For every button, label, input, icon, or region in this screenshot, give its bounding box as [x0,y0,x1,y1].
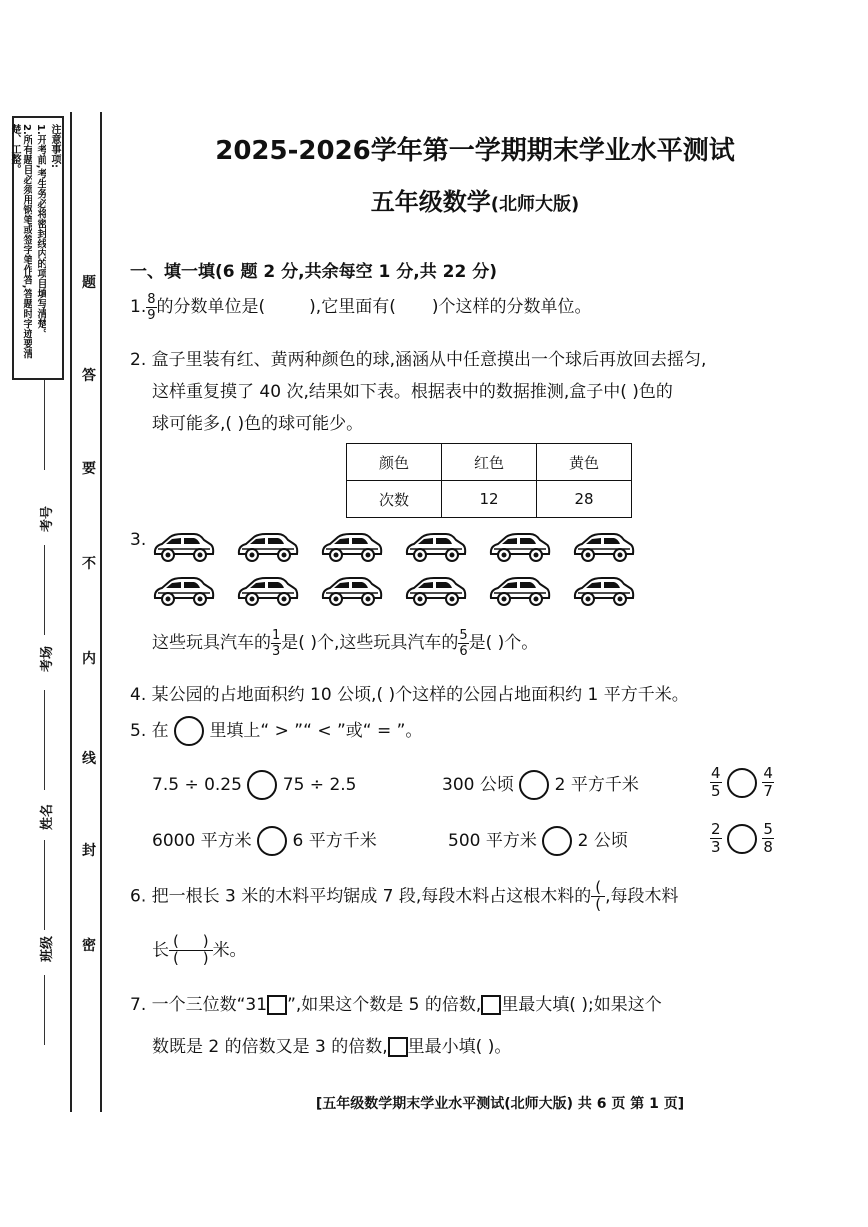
seal-char-4: 不 [82,556,96,572]
toy-car-icon [320,574,384,608]
margin-line-2 [100,112,102,1112]
q6-frac1-top: ( [591,880,605,897]
seal-char-3: 要 [82,461,96,477]
q7-box-ref-2 [388,1037,408,1057]
notice-line-1: 1.开考前,考生务必将密封线内的项目填写清楚。 [35,124,46,339]
toy-car-icon [572,530,636,564]
q7-line-2 [152,1032,511,1057]
notice-title: 注意事项: [49,124,60,168]
q6-frac2-bottom [169,948,213,967]
table-cell-yellow-count: 28 [537,481,632,518]
q6-text-d: 米。 [212,940,247,961]
q3-frac1-den: 3 [272,643,281,659]
q3-text-b: 是( )个,这些玩具汽车的 [281,633,459,653]
field-line-name [44,690,45,790]
q6-text-b: ,每段木料 [605,886,679,907]
seal-char-5: 内 [82,651,96,667]
q7-text-a: 7. 一个三位数“31 [130,995,268,1015]
q1-number: 1. [130,297,147,317]
field-class: 班级 [40,935,55,962]
field-exam-number: 考号 [40,505,55,532]
seal-char-8: 密 [82,938,96,954]
toy-car-icon [236,574,300,608]
toy-car-icon [152,530,216,564]
toy-car-icon [488,530,552,564]
q5-item3-answer-circle[interactable] [257,826,287,856]
q5-text-a: 5. 在 [130,721,169,741]
toy-car-icon [152,574,216,608]
q3-number: 3. [130,530,147,550]
q5-item5-right-den: 7 [763,782,773,800]
field-name: 姓名 [40,803,55,830]
table-row [347,481,632,518]
q5-item-1 [152,770,357,800]
question-5 [130,716,422,746]
q5-item2-answer-circle[interactable] [519,770,549,800]
q6-line-2 [152,934,247,967]
q6-frac2-bottom-open: ( [173,948,179,967]
q1-text-b: ),它里面有( [309,297,396,317]
toy-car-icon [320,530,384,564]
table-row [347,444,632,481]
seal-char-1: 题 [82,275,96,291]
q5-item6-left-den: 3 [711,838,721,856]
table-cell-red-count: 12 [442,481,537,518]
exam-subtitle [130,182,820,217]
q5-item5-right-num: 4 [763,764,773,782]
q7-text-d: 数既是 2 的倍数又是 3 的倍数, [152,1037,388,1057]
q1-text-c: )个这样的分数单位。 [431,297,592,317]
toy-car-icon [236,530,300,564]
q6-text-a: 6. 把一根长 3 米的木料平均锯成 7 段,每段木料占这根木料的 [130,886,592,907]
q5-item3-left: 6000 平方米 [152,831,252,851]
q1-frac-den: 9 [147,307,156,323]
field-exam-room: 考场 [40,645,55,672]
q5-item-2 [442,770,639,800]
q5-item6-right-den: 8 [763,838,773,856]
q5-item-5 [710,766,774,799]
q6-line-1 [130,880,679,913]
margin-line-1 [70,112,72,1112]
notice-box [9,116,64,380]
q5-item1-right: 75 ÷ 2.5 [282,775,357,795]
q3-text [152,628,538,658]
field-line-bottom [44,975,45,1045]
q6-frac2-bottom-close: ) [202,948,209,967]
q7-digit-box[interactable] [267,995,287,1015]
q3-text-a: 这些玩具汽车的 [152,633,271,653]
q5-item5-left-den: 5 [711,782,721,800]
subject-name: 五年级数学 [370,188,491,216]
q1-text-a: 的分数单位是( [156,297,266,317]
toy-car-icon [404,530,468,564]
q7-line-1 [130,990,662,1015]
q2-line-1: 2. 盒子里装有红、黄两种颜色的球,涵涵从中任意摸出一个球后再放回去摇匀, [130,350,707,370]
q3-text-c: 是( )个。 [468,633,539,653]
q5-text-b: 里填上“ > ”“ < ”或“ = ”。 [209,721,423,741]
q5-item1-left: 7.5 ÷ 0.25 [152,775,242,795]
q7-text-b: ”,如果这个数是 5 的倍数, [287,995,482,1015]
q5-item2-right: 2 平方千米 [554,775,639,795]
field-line-room [44,545,45,635]
q5-item6-left-frac [710,822,722,855]
q6-answer-fraction-2[interactable] [169,934,213,967]
q5-item6-left-num: 2 [711,820,721,838]
exam-title: 2025-2026学年第一学期期末学业水平测试 [215,136,735,166]
q5-item-6 [710,822,774,855]
question-4: 4. 某公园的占地面积约 10 公顷,( )个这样的公园占地面积约 1 平方千米。 [130,685,689,705]
q5-item6-answer-circle[interactable] [727,824,757,854]
q5-item5-left-frac [710,766,722,799]
q5-item2-left: 300 公顷 [442,775,514,795]
q6-text-c: 长 [152,940,169,961]
q5-item5-right-frac [762,766,774,799]
toy-car-icon [404,574,468,608]
q5-item3-right: 6 平方千米 [292,831,377,851]
q5-item6-right-frac [762,822,774,855]
table-header-red: 红色 [442,444,537,481]
q3-fraction-2 [458,629,468,658]
q3-fraction-1 [271,629,281,658]
seal-char-6: 线 [82,751,96,767]
q3-frac2-num: 5 [459,627,468,643]
section-1-heading: 一、填一填(6 题 2 分,共余每空 1 分,共 22 分) [130,262,498,282]
q5-item6-right-num: 5 [763,820,773,838]
q6-frac2-top-open: ( [173,932,179,950]
q5-item-3 [152,826,377,856]
ball-count-table [346,443,632,518]
q6-answer-fraction-1[interactable] [591,880,605,913]
seal-char-7: 封 [82,843,96,859]
field-line-exam-no [44,380,45,470]
q5-item-4 [448,826,628,856]
page-footer: [五年级数学期末学业水平测试(北师大版) 共 6 页 第 1 页] [315,1096,685,1112]
table-row-label: 次数 [347,481,442,518]
toy-car-icon [572,574,636,608]
notice-line-2: 2.所有题目必须用钢笔或签字笔作答,答题时字迹要清楚、工整。 [9,124,32,359]
q5-circle-example [174,716,204,746]
seal-char-2: 答 [82,368,96,384]
q5-item5-answer-circle[interactable] [727,768,757,798]
q7-text-c: 里最大填( );如果这个 [501,995,662,1015]
q7-box-ref-1 [481,995,501,1015]
table-header-color: 颜色 [347,444,442,481]
q6-frac2-top-close: ) [202,932,209,950]
q5-item4-answer-circle[interactable] [542,826,572,856]
q5-item4-right: 2 公顷 [577,831,628,851]
q7-text-e: 里最小填( )。 [407,1037,512,1057]
q5-item1-answer-circle[interactable] [247,770,277,800]
q3-frac1-num: 1 [272,627,281,643]
q5-item4-left: 500 平方米 [448,831,537,851]
q6-frac1-bottom: ( [595,894,602,913]
q1-fraction [146,293,156,322]
question-1 [130,292,591,322]
toy-car-icon [488,574,552,608]
q3-frac2-den: 6 [459,643,468,659]
q1-frac-num: 8 [147,291,156,307]
q2-line-2: 这样重复摸了 40 次,结果如下表。根据表中的数据推测,盒子中( )色的 [152,382,673,402]
edition-label: (北师大版) [490,194,580,215]
field-line-class [44,840,45,930]
table-header-yellow: 黄色 [537,444,632,481]
q5-item5-left-num: 4 [711,764,721,782]
q2-line-3: 球可能多,( )色的球可能少。 [152,414,364,434]
